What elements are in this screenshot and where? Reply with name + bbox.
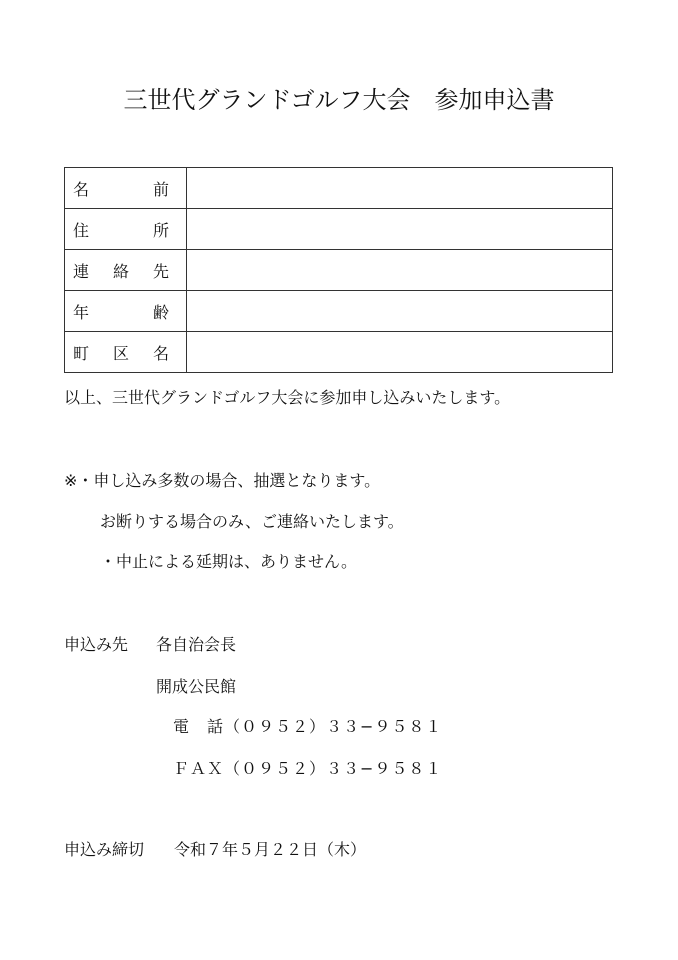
form-label-age <box>65 291 187 332</box>
contact-label: 申込み先 <box>64 635 129 654</box>
form-field-contact[interactable] <box>187 250 613 291</box>
form-field-district[interactable] <box>187 332 613 373</box>
label-char: 所 <box>152 220 169 240</box>
form-label-address <box>65 209 187 250</box>
label-char: 名 <box>152 343 169 363</box>
form-row-district <box>65 332 613 373</box>
label-char: 名 <box>73 179 90 199</box>
note-line-1: ※・申し込み多数の場合、抽選となります。 <box>64 471 381 490</box>
label-char: 区 <box>112 343 129 363</box>
form-row-age <box>65 291 613 332</box>
label-char: 先 <box>152 261 169 281</box>
label-char: 町 <box>73 343 90 363</box>
contact-org: 各自治会長 <box>156 635 237 654</box>
contact-place: 開成公民館 <box>156 677 237 696</box>
label-char: 連 <box>73 261 90 281</box>
form-row-contact <box>65 250 613 291</box>
label-char: 年 <box>73 302 90 322</box>
form-field-name[interactable] <box>187 168 613 209</box>
document-title: 三世代グランドゴルフ大会 参加申込書 <box>123 86 555 114</box>
label-char: 前 <box>152 179 169 199</box>
form-label-name <box>65 168 187 209</box>
form-label-contact <box>65 250 187 291</box>
label-char: 齢 <box>152 302 169 322</box>
note-line-2: お断りする場合のみ、ご連絡いたします。 <box>100 512 404 531</box>
deadline-label: 申込み締切 <box>64 840 145 859</box>
label-char: 絡 <box>112 261 129 281</box>
contact-fax: ＦＡＸ（０９５２）３３−９５８１ <box>173 759 443 778</box>
statement-text: 以上、三世代グランドゴルフ大会に参加申し込みいたします。 <box>64 388 511 407</box>
label-char: 住 <box>73 220 90 240</box>
form-row-name <box>65 168 613 209</box>
deadline-date: 令和７年５月２２日（木） <box>174 840 367 859</box>
contact-tel: 電 話（０９５２）３３−９５８１ <box>173 717 443 736</box>
application-form-table <box>64 167 613 373</box>
form-field-address[interactable] <box>187 209 613 250</box>
form-field-age[interactable] <box>187 291 613 332</box>
form-row-address <box>65 209 613 250</box>
form-label-district <box>65 332 187 373</box>
note-line-3: ・中止による延期は、ありません。 <box>100 552 357 571</box>
